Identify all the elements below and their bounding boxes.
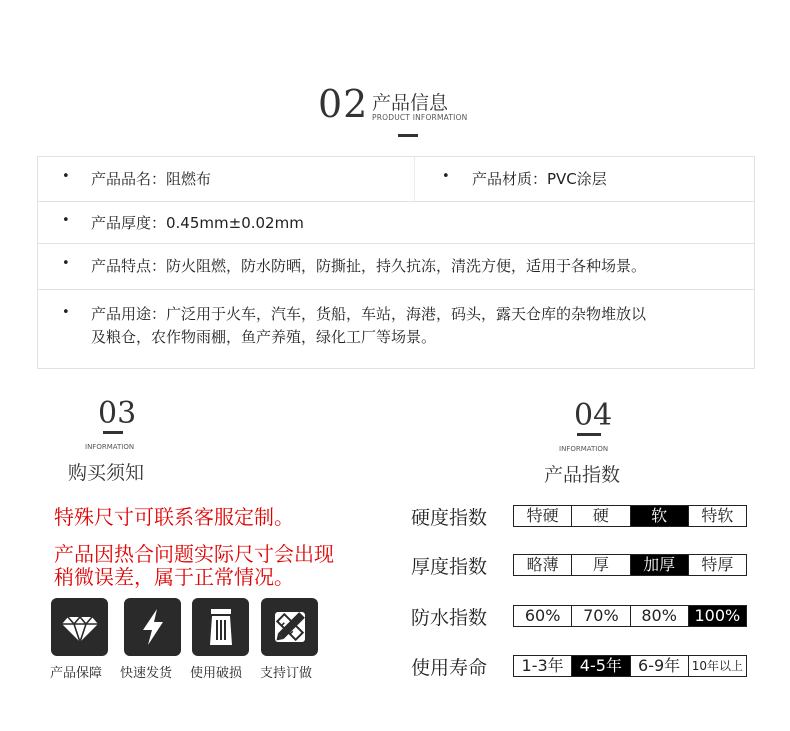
product-usage xyxy=(91,304,751,347)
badge-label: 支持订做 xyxy=(260,666,313,681)
index-label-hardness: 硬度指数 xyxy=(411,507,488,529)
badge-custom xyxy=(261,598,318,656)
cell-divider xyxy=(414,157,415,201)
waterproof-scale xyxy=(513,605,747,627)
scale-option: 加厚 xyxy=(630,555,688,575)
bullet: • xyxy=(62,169,70,184)
section-number: 02 xyxy=(318,82,369,126)
diamond-icon xyxy=(59,606,101,648)
bullet: • xyxy=(442,169,450,184)
scale-option: 10年以上 xyxy=(688,656,746,676)
scale-option: 70% xyxy=(571,606,629,626)
badge-damage xyxy=(192,598,249,656)
section-divider xyxy=(577,433,601,436)
table-row xyxy=(38,290,754,368)
section-number: 04 xyxy=(574,398,613,433)
scale-option: 略薄 xyxy=(526,555,559,574)
scale-option: 特硬 xyxy=(526,506,559,525)
section-subtitle: PRODUCT INFORMATION xyxy=(372,113,468,122)
notice-tolerance-line-2: 稍微误差，属于正常情况。 xyxy=(54,565,294,589)
badge-fast-shipping xyxy=(124,598,181,656)
hardness-scale xyxy=(513,505,747,527)
product-features: 产品特点：防火阻燃，防水防晒，防撕扯，持久抗冻，清洗方便，适用于各种场景。 xyxy=(91,257,647,275)
pencil-ruler-icon xyxy=(269,606,311,648)
bullet: • xyxy=(62,305,70,320)
section-number: 03 xyxy=(98,396,137,431)
scale-option: 4-5年 xyxy=(571,656,629,676)
bullet: • xyxy=(62,213,70,228)
badge-guarantee xyxy=(51,598,108,656)
badge-label: 快速发货 xyxy=(120,666,173,681)
section-subtitle: INFORMATION xyxy=(559,445,609,453)
thickness-scale xyxy=(513,554,747,576)
table-row xyxy=(38,244,754,290)
table-row xyxy=(38,157,754,202)
scale-option: 100% xyxy=(688,606,746,626)
section-divider xyxy=(398,134,418,137)
index-label-waterproof: 防水指数 xyxy=(411,607,488,629)
notice-tolerance-line-1: 产品因热合问题实际尺寸会出现 xyxy=(54,542,334,566)
section-divider xyxy=(103,431,123,434)
lifespan-scale xyxy=(513,655,747,677)
scale-option: 60% xyxy=(524,606,561,625)
scale-option: 80% xyxy=(630,606,688,626)
section-02-header xyxy=(318,82,488,142)
scale-option: 特软 xyxy=(688,506,746,526)
tube-icon xyxy=(200,606,242,648)
product-thickness: 产品厚度：0.45mm±0.02mm xyxy=(91,214,304,232)
section-subtitle: INFORMATION xyxy=(85,443,135,451)
bullet: • xyxy=(62,256,70,271)
product-material: 产品材质：PVC涂层 xyxy=(472,170,607,188)
notice-custom-size: 特殊尺寸可联系客服定制。 xyxy=(54,505,294,529)
section-title: 产品信息 xyxy=(372,92,449,114)
product-name: 产品品名：阻燃布 xyxy=(91,170,212,188)
badge-label: 产品保障 xyxy=(50,666,103,681)
badge-label: 使用破损 xyxy=(190,666,243,681)
section-title: 购买须知 xyxy=(68,462,145,484)
scale-option: 硬 xyxy=(571,506,629,526)
product-info-table xyxy=(37,156,755,369)
scale-option: 软 xyxy=(630,506,688,526)
table-row xyxy=(38,202,754,244)
scale-option: 1-3年 xyxy=(521,656,564,675)
lightning-icon xyxy=(132,606,174,648)
scale-option: 厚 xyxy=(571,555,629,575)
index-label-lifespan: 使用寿命 xyxy=(411,657,488,679)
usage-line-2: 及粮仓，农作物雨棚，鱼产养殖，绿化工厂等场景。 xyxy=(91,328,437,346)
scale-option: 特厚 xyxy=(688,555,746,575)
index-label-thickness: 厚度指数 xyxy=(411,556,488,578)
scale-option: 6-9年 xyxy=(630,656,688,676)
usage-line-1: 产品用途：广泛用于火车，汽车，货船，车站，海港，码头，露天仓库的杂物堆放以 xyxy=(91,305,647,323)
section-title: 产品指数 xyxy=(544,464,621,486)
